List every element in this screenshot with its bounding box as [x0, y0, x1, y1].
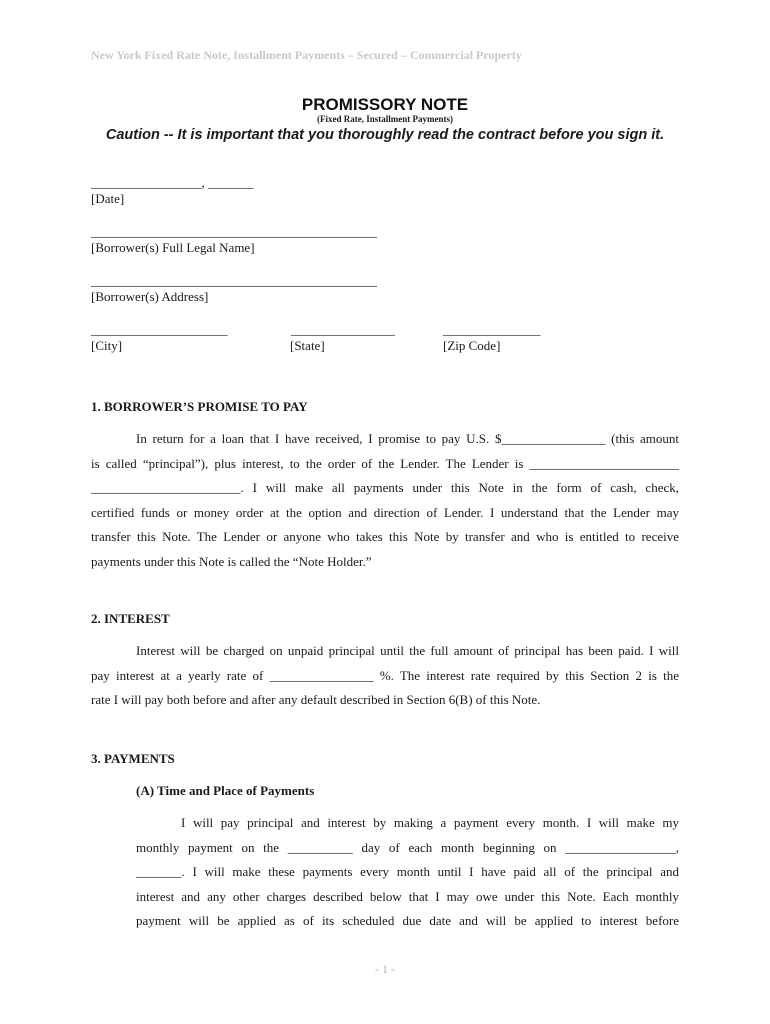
- paragraph-line: payment will be applied as of its scheduled due date and will be applied to interest before: [136, 913, 679, 929]
- state-blank: ________________: [291, 322, 395, 337]
- borrower-name-label: [Borrower(s) Full Legal Name]: [91, 240, 255, 255]
- section-3-heading: 3. PAYMENTS: [91, 751, 175, 766]
- paragraph-line: monthly payment on the __________ day of each month beginning on _________________,: [136, 839, 679, 855]
- state-label: [State]: [290, 338, 325, 353]
- paragraph-line: interest and any other charges described below that I may owe under this Note. Each monthly: [136, 888, 679, 904]
- paragraph-line: transfer this Note. The Lender or anyone who takes this Note by transfer and who is entitled to receive: [91, 529, 679, 545]
- paragraph-line: pay interest at a yearly rate of ________________ %. The interest rate required by this Section 2 is the: [91, 667, 679, 683]
- paragraph-line: In return for a loan that I have received, I promise to pay U.S. $________________ (this amount: [136, 431, 679, 446]
- caution-notice: Caution -- It is important that you thoroughly read the contract before you sign it.: [105, 127, 665, 143]
- paragraph-line: I will pay principal and interest by making a payment every month. I will make my: [181, 815, 679, 830]
- section-3a-paragraph: [136, 811, 679, 934]
- zip-label: [Zip Code]: [443, 338, 501, 353]
- document-title: PROMISSORY NOTE: [301, 95, 469, 114]
- zip-blank: _______________: [443, 322, 541, 337]
- section-1-heading: 1. BORROWER’S PROMISE TO PAY: [91, 399, 308, 414]
- borrower-name-blank: ____________________________________________: [91, 224, 377, 239]
- paragraph-line: _______. I will make these payments every month until I have paid all of the principal and: [136, 864, 679, 880]
- borrower-address-label: [Borrower(s) Address]: [91, 289, 209, 304]
- running-header: New York Fixed Rate Note, Installment Payments – Secured – Commercial Property: [91, 48, 522, 62]
- document-subtitle: (Fixed Rate, Installment Payments): [317, 114, 453, 124]
- borrower-address-blank: ____________________________________________: [91, 273, 377, 288]
- section-2-paragraph: [91, 639, 679, 713]
- page-number: - 1 -: [375, 962, 395, 976]
- paragraph-line: _______________________. I will make all payments under this Note in the form of cash, check,: [91, 480, 679, 496]
- city-blank: _____________________: [91, 322, 228, 337]
- paragraph-line: Interest will be charged on unpaid principal until the full amount of principal has been paid. I will: [136, 643, 679, 658]
- section-1-paragraph: [91, 427, 679, 575]
- paragraph-line: payments under this Note is called the “Note Holder.”: [91, 553, 372, 569]
- date-blank: _________________, _______: [91, 175, 254, 190]
- city-label: [City]: [91, 338, 123, 353]
- paragraph-line: rate I will pay both before and after any default described in Section 6(B) of this Note.: [91, 692, 541, 708]
- paragraph-line: certified funds or money order at the option and direction of Lender. I understand that the Lender may: [91, 504, 679, 520]
- section-2-heading: 2. INTEREST: [91, 611, 170, 626]
- date-label: [Date]: [91, 191, 125, 206]
- section-3a-subheading: (A) Time and Place of Payments: [136, 783, 315, 798]
- paragraph-line: is called “principal”), plus interest, to the order of the Lender. The Lender is _______________________: [91, 455, 679, 471]
